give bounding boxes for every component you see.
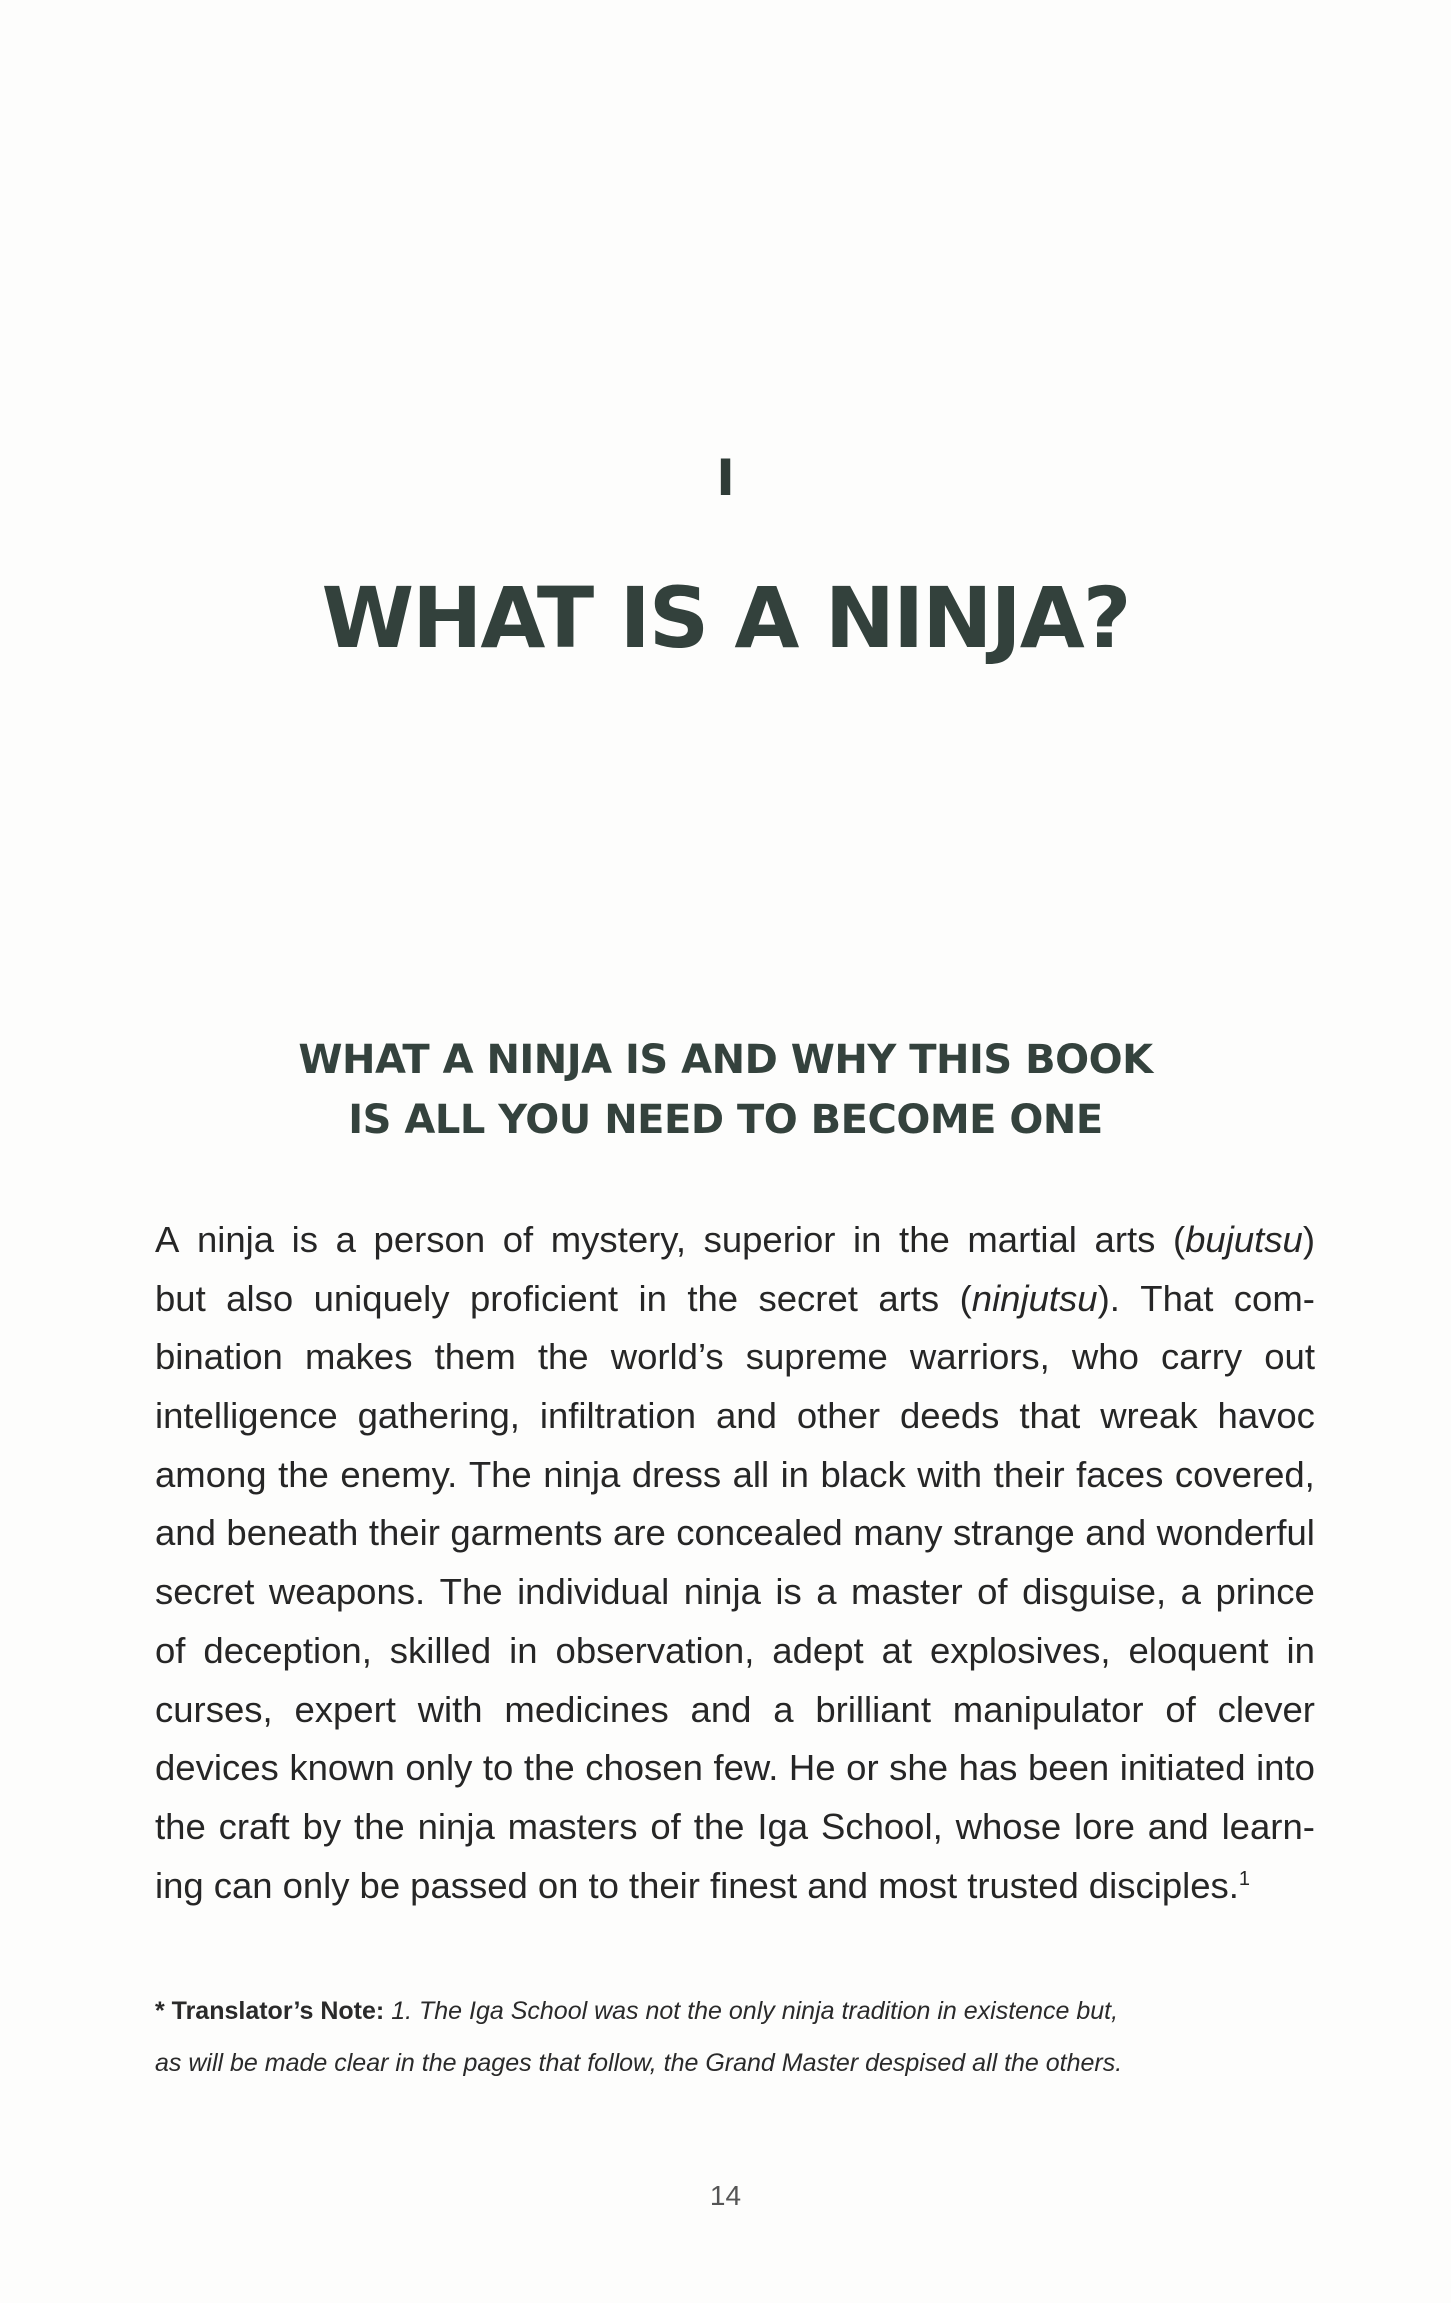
body-word: world’s: [610, 1336, 724, 1378]
body-word: secret: [155, 1571, 255, 1613]
body-word: wreak: [1100, 1395, 1198, 1437]
body-word: and: [807, 1864, 869, 1906]
body-word: with: [417, 1688, 483, 1730]
body-word: in: [1286, 1629, 1315, 1671]
footnote-text: 1. The Iga School was not the only ninja tradition in existence but,: [391, 1997, 1119, 2025]
body-word: com-: [1233, 1277, 1315, 1319]
body-word: in: [780, 1453, 809, 1495]
body-word: all: [732, 1453, 770, 1495]
footnote-line-2: as will be made clear in the pages that follow, the Grand Master despised all the others.: [155, 2049, 1123, 2077]
body-word: concealed: [676, 1512, 843, 1554]
body-word: observation,: [555, 1629, 755, 1671]
body-word: That: [1140, 1277, 1214, 1319]
body-word: in: [509, 1629, 538, 1671]
body-word: ninja: [417, 1805, 495, 1847]
body-word: master: [851, 1571, 963, 1613]
body-word: lore: [1074, 1805, 1135, 1847]
body-word: garments: [450, 1512, 603, 1554]
body-word: supreme: [745, 1336, 888, 1378]
body-word: faces: [1076, 1453, 1164, 1495]
body-word: black: [820, 1453, 906, 1495]
body-word: of: [1165, 1688, 1196, 1730]
body-word: A: [155, 1219, 180, 1260]
body-word: she: [889, 1747, 949, 1789]
body-word: among: [155, 1453, 267, 1495]
body-word: and: [1147, 1805, 1209, 1847]
body-word: a: [816, 1571, 837, 1613]
body-word: chosen: [585, 1747, 703, 1789]
body-word: of: [977, 1571, 1008, 1613]
chapter-title: WHAT IS A NINJA?: [321, 569, 1130, 667]
body-line: [155, 1857, 1315, 1916]
body-word: School,: [820, 1805, 943, 1847]
body-word: arts: [1094, 1219, 1156, 1260]
page-number: 14: [709, 2180, 742, 2211]
body-word: the: [537, 1336, 589, 1378]
body-word: or: [846, 1747, 879, 1789]
body-word: only: [282, 1864, 350, 1906]
body-word: the: [523, 1747, 575, 1789]
body-word: on: [537, 1864, 579, 1906]
body-word: clever: [1217, 1688, 1315, 1730]
body-word: has: [958, 1747, 1018, 1789]
body-line: [155, 1681, 1315, 1740]
body-word: intelligence: [155, 1395, 338, 1437]
footnote-line-1: [155, 1985, 1315, 2037]
body-word: but: [155, 1277, 206, 1319]
body-word: only: [405, 1747, 473, 1789]
body-word: to: [482, 1747, 514, 1789]
body-word: proficient: [469, 1277, 619, 1319]
section-heading: [0, 1030, 1451, 1150]
body-word: their: [368, 1512, 440, 1554]
body-word: and: [1085, 1512, 1147, 1554]
body-word: other: [796, 1395, 881, 1437]
section-heading-line: IS ALL YOU NEED TO BECOME ONE: [348, 1097, 1103, 1143]
body-word: explosives,: [929, 1629, 1111, 1671]
body-word: most: [878, 1864, 958, 1906]
body-word: the: [155, 1805, 206, 1847]
body-word: the: [693, 1805, 745, 1847]
body-word: is: [291, 1219, 319, 1260]
body-word: deception,: [203, 1629, 372, 1671]
body-word: and: [716, 1395, 777, 1437]
body-word: The: [468, 1453, 532, 1495]
body-word: to: [588, 1864, 619, 1906]
body-word: disguise,: [1022, 1571, 1167, 1613]
body-line: [155, 1211, 1315, 1270]
body-word: craft: [218, 1805, 290, 1847]
body-word: beneath: [226, 1512, 359, 1554]
body-word: wonderful: [1156, 1512, 1315, 1554]
body-word: been: [1027, 1747, 1110, 1789]
body-word: warriors,: [909, 1336, 1050, 1378]
body-line: [155, 1798, 1315, 1857]
body-word: the: [353, 1805, 405, 1847]
body-word: finest: [709, 1864, 798, 1906]
body-word: disciples.$^1$: [1088, 1864, 1251, 1906]
body-word: of: [502, 1219, 534, 1260]
body-word: martial: [967, 1219, 1077, 1260]
body-word: in: [638, 1277, 667, 1319]
body-word: Iga: [757, 1805, 809, 1847]
body-word: medicines: [504, 1688, 669, 1730]
body-word: at: [881, 1629, 913, 1671]
body-word: learn-: [1221, 1805, 1315, 1847]
body-line: [155, 1446, 1315, 1505]
body-word: curses,: [155, 1688, 273, 1730]
body-word: uniquely: [313, 1277, 450, 1319]
body-word: He: [788, 1747, 836, 1789]
body-word: strange: [952, 1512, 1075, 1554]
body-word: their: [993, 1453, 1065, 1495]
body-word: ing: [155, 1864, 204, 1906]
body-word: out: [1264, 1336, 1315, 1378]
body-word: (bujutsu): [1172, 1219, 1315, 1260]
chapter-number: I: [716, 449, 735, 507]
body-word: of: [155, 1629, 186, 1671]
body-line: [155, 1739, 1315, 1798]
body-word: eloquent: [1128, 1629, 1269, 1671]
body-word: is: [775, 1571, 802, 1613]
body-paragraph: [155, 1211, 1315, 1915]
body-word: secret: [758, 1277, 858, 1319]
body-line: [155, 1387, 1315, 1446]
body-word: weapons.: [268, 1571, 426, 1613]
body-word: havoc: [1217, 1395, 1315, 1437]
body-word: who: [1071, 1336, 1139, 1378]
body-line: [155, 1270, 1315, 1329]
body-word: the: [687, 1277, 739, 1319]
body-word: trusted: [967, 1864, 1079, 1906]
body-word: also: [226, 1277, 294, 1319]
body-line: [155, 1504, 1315, 1563]
body-word: them: [434, 1336, 516, 1378]
body-word: covered,: [1174, 1453, 1315, 1495]
body-word: be: [359, 1864, 401, 1906]
body-word: a: [773, 1688, 794, 1730]
body-word: can: [213, 1864, 273, 1906]
body-word: masters: [507, 1805, 638, 1847]
body-word: the: [899, 1219, 950, 1260]
body-word: individual: [517, 1571, 670, 1613]
body-word: (ninjutsu).: [959, 1277, 1120, 1319]
body-word: their: [628, 1864, 700, 1906]
body-word: with: [917, 1453, 983, 1495]
body-word: mystery,: [550, 1219, 686, 1260]
body-word: bination: [155, 1336, 283, 1378]
body-word: arts: [878, 1277, 940, 1319]
body-word: infiltration: [539, 1395, 697, 1437]
body-word: deeds: [899, 1395, 1000, 1437]
body-word: that: [1019, 1395, 1081, 1437]
body-word: The: [439, 1571, 503, 1613]
body-word: skilled: [389, 1629, 492, 1671]
body-word: initiated: [1119, 1747, 1246, 1789]
body-word: a: [1180, 1571, 1201, 1613]
body-word: ninja: [196, 1219, 275, 1260]
footnote: [155, 1985, 1315, 2089]
footnote-reference: 1: [1238, 1867, 1251, 1890]
body-word: superior: [703, 1219, 836, 1260]
body-word: are: [613, 1512, 666, 1554]
body-word: brilliant: [815, 1688, 931, 1730]
body-word: whose: [955, 1805, 1062, 1847]
body-word: dress: [631, 1453, 722, 1495]
footnote-label: * Translator’s Note:: [155, 1997, 385, 2025]
body-word: makes: [304, 1336, 413, 1378]
body-word: enemy.: [340, 1453, 458, 1495]
body-word: ninja: [543, 1453, 621, 1495]
body-word: and: [155, 1512, 216, 1554]
body-word: person: [373, 1219, 486, 1260]
body-word: the: [278, 1453, 329, 1495]
body-line: [155, 1563, 1315, 1622]
body-word: ninja: [683, 1571, 761, 1613]
body-word: devices: [155, 1747, 279, 1789]
section-heading-line: WHAT A NINJA IS AND WHY THIS BOOK: [298, 1037, 1153, 1083]
body-line: [155, 1328, 1315, 1387]
body-word: carry: [1161, 1336, 1243, 1378]
body-word: by: [302, 1805, 342, 1847]
body-word: adept: [772, 1629, 864, 1671]
body-word: expert: [294, 1688, 396, 1730]
body-word: into: [1256, 1747, 1315, 1789]
body-word: known: [289, 1747, 395, 1789]
body-line: [155, 1622, 1315, 1681]
body-word: few.: [713, 1747, 779, 1789]
body-word: manipulator: [952, 1688, 1144, 1730]
body-word: and: [690, 1688, 752, 1730]
body-word: gathering,: [357, 1395, 520, 1437]
body-word: a: [335, 1219, 356, 1260]
body-word: passed: [410, 1864, 528, 1906]
body-word: in: [853, 1219, 882, 1260]
body-word: prince: [1215, 1571, 1315, 1613]
body-word: many: [853, 1512, 943, 1554]
body-word: of: [650, 1805, 681, 1847]
